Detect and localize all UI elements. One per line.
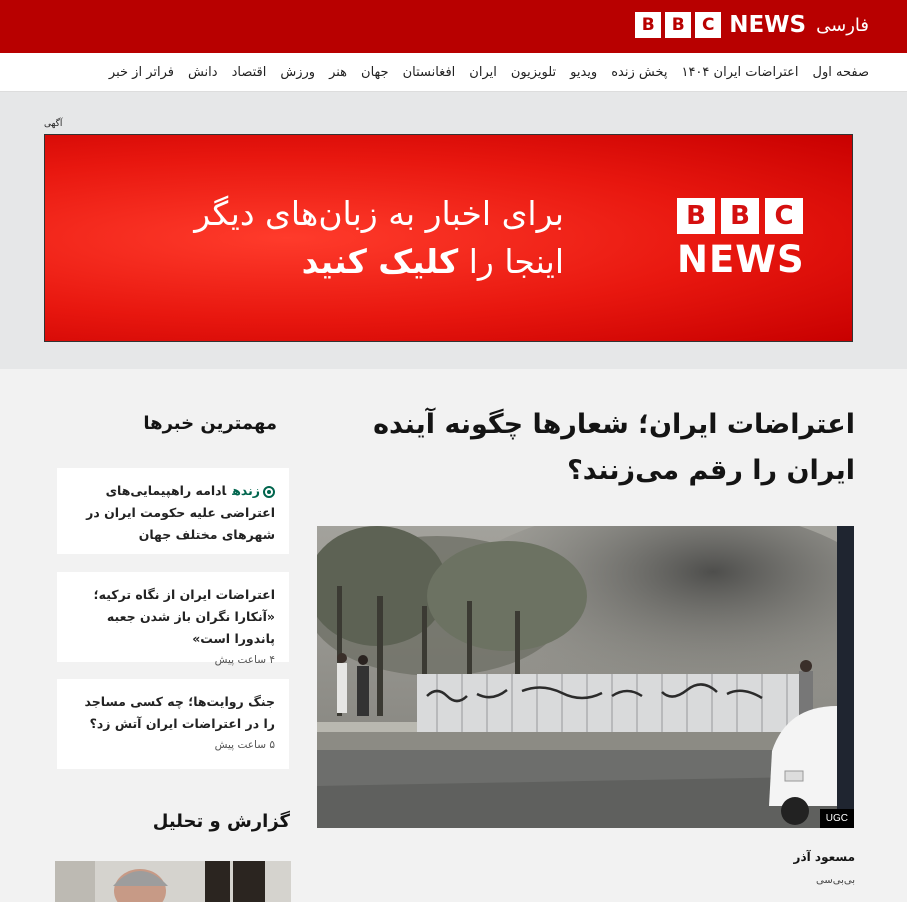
language-name: فارسی [816,14,869,36]
ad-line-2-start: اینجا را [458,242,564,281]
ad-letter-b1: B [677,198,715,234]
nav-item-world[interactable]: جهان [361,65,389,80]
author-org: بی‌بی‌سی [816,875,855,886]
nav-item-video[interactable]: ویدیو [570,65,598,80]
ad-banner[interactable] [44,134,853,342]
ad-text [194,190,564,286]
nav-item-science[interactable]: دانش [187,65,218,80]
main-navigation [0,53,907,92]
author-name: مسعود آذر [793,850,855,864]
top-bar [0,0,907,53]
top-story-text-1 [71,480,275,546]
ad-bbc-news-logo [677,198,805,281]
nav-item-iran-protests[interactable]: اعتراضات ایران ۱۴۰۴ [681,65,799,80]
ad-line-1: برای اخبار به زبان‌های دیگر [194,194,564,233]
ugc-badge: UGC [820,809,854,828]
live-label: زنده [232,483,260,498]
nav-item-live[interactable]: پخش زنده [611,65,668,80]
ad-line-2-bold: کلیک کنید [301,242,459,281]
top-stories-title: مهمترین خبرها [143,413,277,434]
bbc-news-logo[interactable] [635,11,869,39]
nav-item-beyond-news[interactable]: فراتر از خبر [108,65,174,80]
ad-news-wordmark: NEWS [677,238,805,281]
thumbnail-illustration [55,861,291,902]
top-story-headline-2: اعتراضات ایران از نگاه ترکیه؛ «آنکارا نگران باز شدن جعبه پاندورا است» [93,587,275,646]
top-story-time-3: ۵ ساعت پیش [214,739,275,751]
nav-item-tv[interactable]: تلویزیون [510,65,557,80]
nav-item-home[interactable]: صفحه اول [812,65,869,80]
nav-item-economy[interactable]: اقتصاد [231,65,267,80]
live-icon [263,486,275,498]
ad-letter-c: C [765,198,803,234]
ad-letter-b2: B [721,198,759,234]
bbc-letter-b1: B [635,12,661,38]
bbc-letter-b2: B [665,12,691,38]
top-story-time-2: ۴ ساعت پیش [214,654,275,666]
ad-label: آگهی [44,119,63,129]
analysis-section-title: گزارش و تحلیل [152,811,290,832]
top-story-card-2[interactable] [57,572,289,666]
nav-item-art[interactable]: هنر [329,65,348,80]
top-story-headline-3: جنگ روایت‌ها؛ چه کسی مساجد را در اعتراضات ایران آتش زد؟ [84,694,275,731]
nav-item-sport[interactable]: ورزش [280,65,316,80]
hero-photo-illustration [317,526,854,828]
ad-line-2 [194,238,564,286]
nav-item-iran[interactable]: ایران [469,65,497,80]
top-story-card-3[interactable] [57,679,289,769]
main-headline[interactable]: اعتراضات ایران؛ شعارها چگونه آینده ایران را رقم می‌زنند؟ [373,409,855,486]
top-story-card-1[interactable] [57,468,289,554]
hero-image[interactable] [317,526,854,828]
news-wordmark: NEWS [729,12,807,38]
bbc-letter-c: C [695,12,721,38]
analysis-thumbnail[interactable] [55,861,291,902]
nav-item-afghanistan[interactable]: افغانستان [402,65,456,80]
top-story-headline-1: ادامه راهپیمایی‌های اعتراضی علیه حکومت ایران در شهرهای مختلف جهان [86,483,275,542]
